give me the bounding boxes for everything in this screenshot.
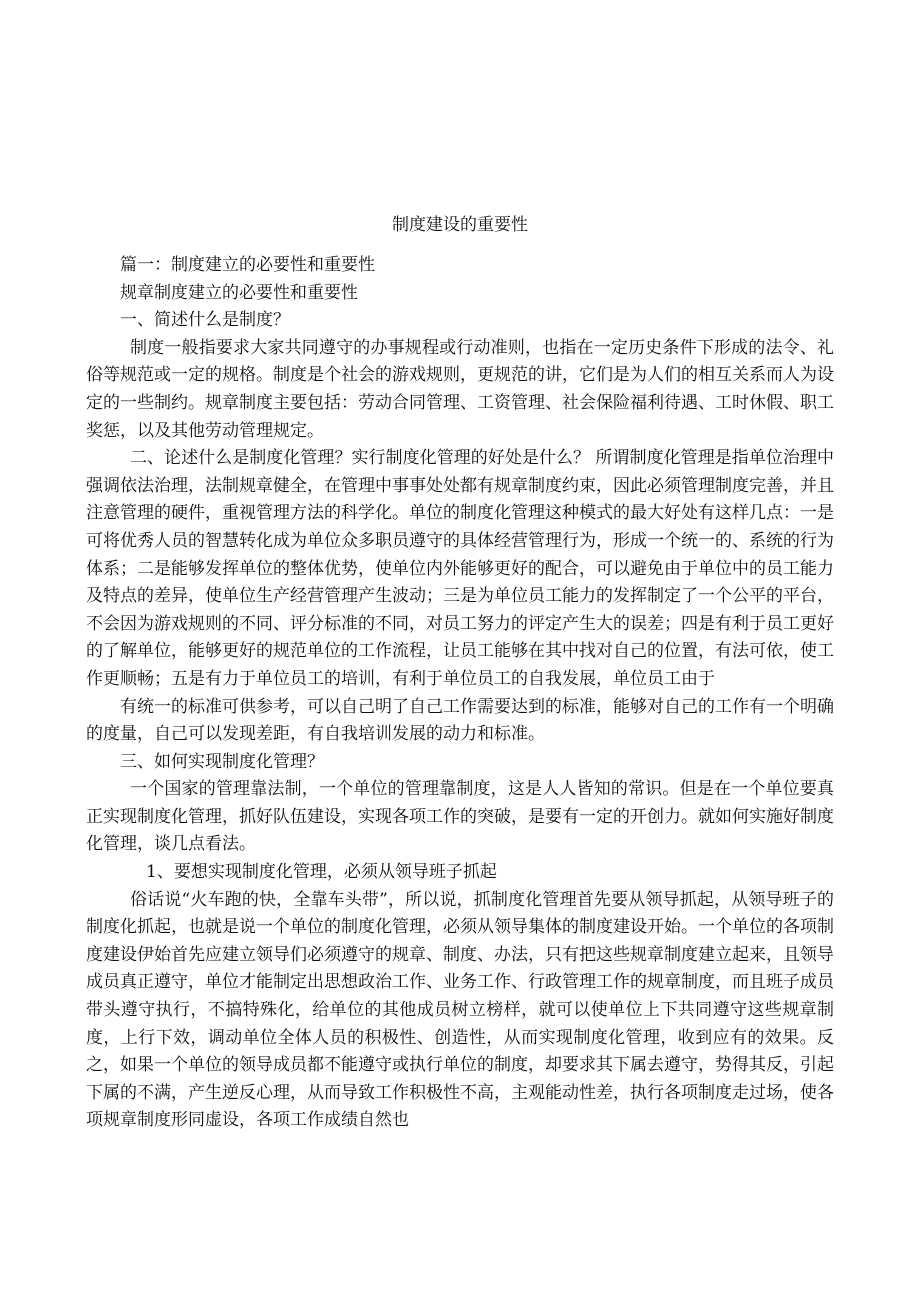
question-one-heading: 一、简述什么是制度？ — [120, 310, 290, 331]
point-one-heading: 1、要想实现制度化管理，必须从领导班子抓起 — [146, 862, 497, 883]
paragraph-benefits: 二、论述什么是制度化管理？实行制度化管理的好处是什么？ 所谓制度化管理是指单位治理中强调依法治理，法制规章健全，在管理中事事处处都有规章制度约束，因此必须管理制度完善，并且注意管理的硬件，重视管理方法的科学化。单位的制度化管理这种模式的最大好处有这样几点：一是可将优秀人员的智慧转化成为单位众多职员遵守的具体经营管理行为，形成一个统一的、系统的行为体系；二是能够发挥单位的整体优势，使单位内外能够更好的配合，可以避免由于单位中的员工能力及特点的差异，使单位生产经营管理产生波动；三是为单位员工能力的发挥制定了一个公平的平台，不会因为游戏规则的不同、评分标准的不同，对员工努力的评定产生大的误差；四是有利于员工更好的了解单位，能够更好的规范单位的工作流程，让员工能够在其中找对自己的位置，有法可依，使工作更顺畅；五是有力于单位员工的培训，有利于单位员工的自我发展，单位员工由于 — [86, 448, 834, 689]
subheading: 规章制度建立的必要性和重要性 — [120, 282, 358, 303]
question-three-heading: 三、如何实现制度化管理？ — [120, 751, 324, 772]
document-title: 制度建设的重要性 — [392, 215, 528, 235]
document-body — [86, 252, 834, 1135]
paragraph-leadership: 俗话说“火车跑的快，全靠车头带”，所以说，抓制度化管理首先要从领导抓起，从领导班子的制度化抓起，也就是说一个单位的制度化管理，必须从领导集体的制度建设开始。一个单位的各项制度建设伊始首先应建立领导们必须遵守的规章、制度、办法，只有把这些规章制度建立起来，且领导成员真正遵守，单位才能制定出思想政治工作、业务工作、行政管理工作的规章制度，而且班子成员带头遵守执行，不搞特殊化，给单位的其他成员树立榜样，就可以使单位上下共同遵守这些规章制度，上行下效，调动单位全体人员的积极性、创造性，从而实现制度化管理，收到应有的效果。反之，如果一个单位的领导成员都不能遵守或执行单位的制度，却要求其下属去遵守，势得其反，引起下属的不满，产生逆反心理，从而导致工作积极性不高，主观能动性差，执行各项制度走过场，使各项规章制度形同虚设，各项工作成绩自然也 — [86, 889, 834, 1131]
paragraph-how-to: 一个国家的管理靠法制，一个单位的管理靠制度，这是人人皆知的常识。但是在一个单位要真正实现制度化管理，抓好队伍建设，实现各项工作的突破，是要有一定的开创力。就如何实施好制度化管理，谈几点看法。 — [86, 779, 834, 855]
paragraph-definition: 制度一般指要求大家共同遵守的办事规程或行动准则，也指在一定历史条件下形成的法令、礼俗等规范或一定的规格。制度是个社会的游戏规则，更规范的讲，它们是为人们的相互关系而人为设定的一些制约。规章制度主要包括：劳动合同管理、工资管理、社会保险福利待遇、工时休假、职工奖惩，以及其他劳动管理规定。 — [86, 337, 834, 441]
paragraph-benefits-cont: 有统一的标准可供参考，可以自己明了自己工作需要达到的标准，能够对自己的工作有一个明确的度量，自己可以发现差距，有自我培训发展的动力和标准。 — [86, 696, 834, 745]
section-heading-part1: 篇一：制度建立的必要性和重要性 — [120, 255, 375, 275]
